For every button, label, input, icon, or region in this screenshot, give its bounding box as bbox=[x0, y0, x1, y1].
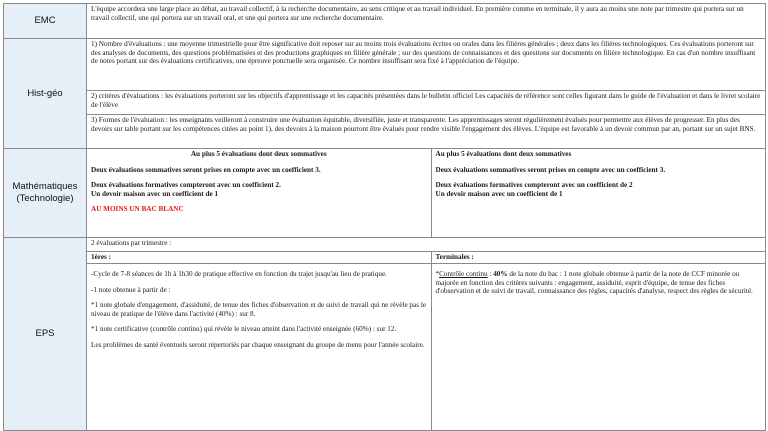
maths-right-line3: Un devoir maison avec un coefficient de 1 bbox=[435, 189, 563, 198]
eps-terminales bbox=[431, 264, 765, 430]
maths-right-line2: Deux évaluations formatives compteront avec un coefficient de 2 bbox=[435, 181, 633, 190]
maths-left-line1: Deux évaluations sommatives seront prises en compte avec un coefficient 3. bbox=[91, 165, 321, 174]
subject-maths bbox=[4, 149, 87, 238]
maths-cell bbox=[87, 149, 766, 238]
eps-premieres-p2: -1 note obtenue à partir de : bbox=[91, 285, 171, 294]
maths-right-line1: Deux évaluations sommatives seront prises en compte avec un coefficient 3. bbox=[435, 165, 666, 174]
eps-terminales-prefix: * bbox=[435, 270, 440, 278]
row-maths bbox=[4, 149, 766, 238]
maths-left-heading: Au plus 5 évaluations dont deux sommatives bbox=[190, 150, 327, 158]
eps-premieres-p1: -Cycle de 7-8 séances de 1h à 1h30 de pratique effective en fonction du trajet jusqu'au lieu de pratique. bbox=[91, 270, 387, 278]
histgeo-point-1: 1) Nombre d'évaluations : une moyenne trimestrielle pour être significative doit reposer sur au moins trois évaluations écrites ou orales dans les filières générales ; deux dans les filières technologiques. Ces évaluations porteront sur des analyses de documents, des questions problématisées et des productions graphiques en filière générale ; sur des questions de connaissances et des questions sur documents en filière technologique. En cas d'un nombre insuffisant de notes portant sur des évaluations certificatives, une épreuve ponctuelle sera organisée. Ce nombre insuffisant sera fixé à l'appréciation de l'équipe. bbox=[87, 39, 766, 91]
eps-premieres-p4: *1 note certificative (contrôle continu) qui révèle le niveau atteint dans l'activité enseignée (60%) : sur 12. bbox=[91, 325, 397, 334]
subject-histgeo: Hist-géo bbox=[4, 39, 87, 149]
eps-labels-cell bbox=[87, 252, 766, 264]
histgeo-point-3: 3) Formes de l'évaluation : les enseignants veilleront à construire une évaluation équitable, diversifiée, juste et transparente. Les apprentissages seront régulièrement évalués pour permettre aux élèves de progresser. En plus des devoirs sur table portant sur les compétences citées au point 1), des devoirs à la maison pourront être évalués pour rendre visible l'engagement des élèves. L'équipe est favorable à un devoir commun par an, portant sur un sujet BNS. bbox=[87, 115, 766, 149]
eps-premieres bbox=[87, 264, 431, 430]
row-eps-content bbox=[4, 264, 766, 431]
eps-premieres-p5: Les problèmes de santé éventuels seront répertoriés par chaque enseignant du groupe de menu pour l'année scolaire. bbox=[91, 340, 425, 349]
maths-left-line3: Un devoir maison avec un coefficient de 1 bbox=[91, 189, 219, 198]
histgeo-point-2: 2) critères d'évaluations : les évaluations porteront sur les objectifs d'apprentissage et les capacités présentées dans le bulletin officiel Les capacités de référence sont celles figurant dans le guide de l'évaluation et dans le livret scolaire de l'élève bbox=[87, 91, 766, 115]
subject-emc: EMC bbox=[4, 4, 87, 39]
row-eps-labels bbox=[4, 252, 766, 264]
subject-maths-line1: Mathématiques bbox=[12, 181, 78, 192]
eps-cc-pct: 40% bbox=[493, 270, 508, 278]
row-histgeo-1 bbox=[4, 39, 766, 91]
emc-text: L'équipe accordera une large place au débat, au travail collectif, à la recherche documentaire, au sens critique et au travail individuel. En première comme en terminale, il y aura au moins une note par trimestre qui portera sur un travail collectif, une qui portera sur un travail oral, et une qui portera sur une recherche documentaire. bbox=[87, 4, 766, 39]
subject-eps: EPS bbox=[4, 238, 87, 431]
row-histgeo-3 bbox=[4, 115, 766, 149]
eps-intro: 2 évaluations par trimestre : bbox=[87, 238, 766, 252]
maths-terminales bbox=[431, 149, 765, 237]
eps-terminales-text bbox=[436, 270, 762, 296]
maths-left-line2: Deux évaluations formatives compteront avec un coefficient 2. bbox=[91, 181, 281, 190]
eps-premieres-label: 1ères : bbox=[87, 252, 431, 263]
maths-premieres bbox=[87, 149, 431, 237]
subject-maths-line2: (Technologie) bbox=[16, 193, 74, 204]
eps-content-cell bbox=[87, 264, 766, 431]
eps-premieres-p3: *1 note globale d'engagement, d'assiduité, de tenue des fiches d'observation et de suivi de travail qui ne révèle pas le niveau de pratique de l'élève dans l'activité (40%) : sur 8. bbox=[91, 301, 427, 318]
eps-cc-label: Contrôle continu bbox=[439, 270, 488, 278]
eps-terminales-body: de la note du bac : 1 note globale obtenue à partir de la note de CCF minorée ou majorée en fonction des critères suivants : engagement, assiduité, esprit d'équipe, de tenue des fiches d'observation et de suivi de travail, connaissance des règles, capacités d'analyse, respect des règles de sécurité. bbox=[435, 270, 753, 296]
row-emc bbox=[4, 4, 766, 39]
eps-cc-sep: : bbox=[487, 270, 494, 278]
row-histgeo-2 bbox=[4, 91, 766, 115]
maths-right-heading: Au plus 5 évaluations dont deux sommatives bbox=[435, 150, 572, 158]
evaluation-table bbox=[3, 3, 766, 431]
eps-terminales-label: Terminales : bbox=[435, 253, 474, 261]
row-eps-intro bbox=[4, 238, 766, 252]
maths-bac-blanc: AU MOINS UN BAC BLANC bbox=[91, 205, 184, 214]
